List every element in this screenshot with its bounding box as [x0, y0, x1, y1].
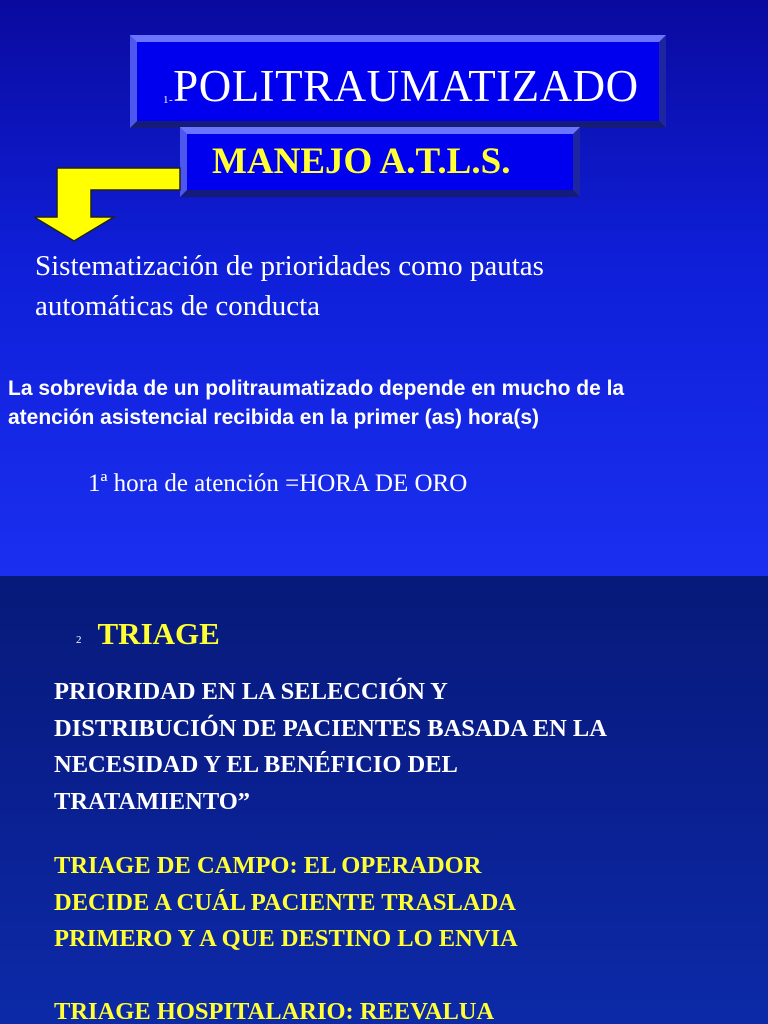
slide-subtitle: MANEJO A.T.L.S. [212, 141, 511, 182]
slide-title [163, 60, 639, 112]
definition-line: TRATAMIENTO” [54, 787, 251, 815]
definition-line: NECESIDAD Y EL BENÉFICIO DEL [54, 751, 458, 778]
paragraph-prioridades [35, 246, 735, 326]
subtitle-box [180, 127, 580, 197]
hora-de-oro-text: 1ª hora de atención =HORA DE ORO [88, 470, 468, 497]
field-triage [54, 848, 518, 958]
title-box [130, 35, 666, 128]
paragraph-sobrevida-line-2: atención asistencial recibida en la primer (as) hora(s) [8, 406, 540, 429]
triage-definition [54, 674, 607, 820]
field-triage-line: TRIAGE DE CAMPO: EL OPERADOR [54, 852, 482, 879]
paragraph-line: automáticas de conducta [35, 290, 321, 322]
hospital-triage [54, 994, 494, 1024]
field-triage-line: DECIDE A CUÁL PACIENTE TRASLADA [54, 888, 516, 916]
definition-line: DISTRIBUCIÓN DE PACIENTES BASADA EN LA [54, 714, 607, 742]
bent-arrow-down-icon [34, 165, 184, 245]
definition-line: PRIORIDAD EN LA SELECCIÓN Y [54, 678, 448, 705]
slide-number: 2 [76, 634, 82, 646]
triage-title: TRIAGE [97, 616, 220, 651]
field-triage-line: PRIMERO Y A QUE DESTINO LO ENVIA [54, 925, 518, 952]
paragraph-sobrevida-line-1: La sobrevida de un politraumatizado depende en mucho de la [8, 377, 625, 400]
title-number: 1- [163, 94, 174, 106]
triage-heading [76, 616, 220, 652]
slide-2 [0, 576, 768, 1024]
paragraph-line: Sistematización de prioridades como pautas [35, 250, 544, 282]
hospital-triage-line: TRIAGE HOSPITALARIO: REEVALUA [54, 998, 495, 1024]
title-label: POLITRAUMATIZADO [173, 61, 639, 111]
